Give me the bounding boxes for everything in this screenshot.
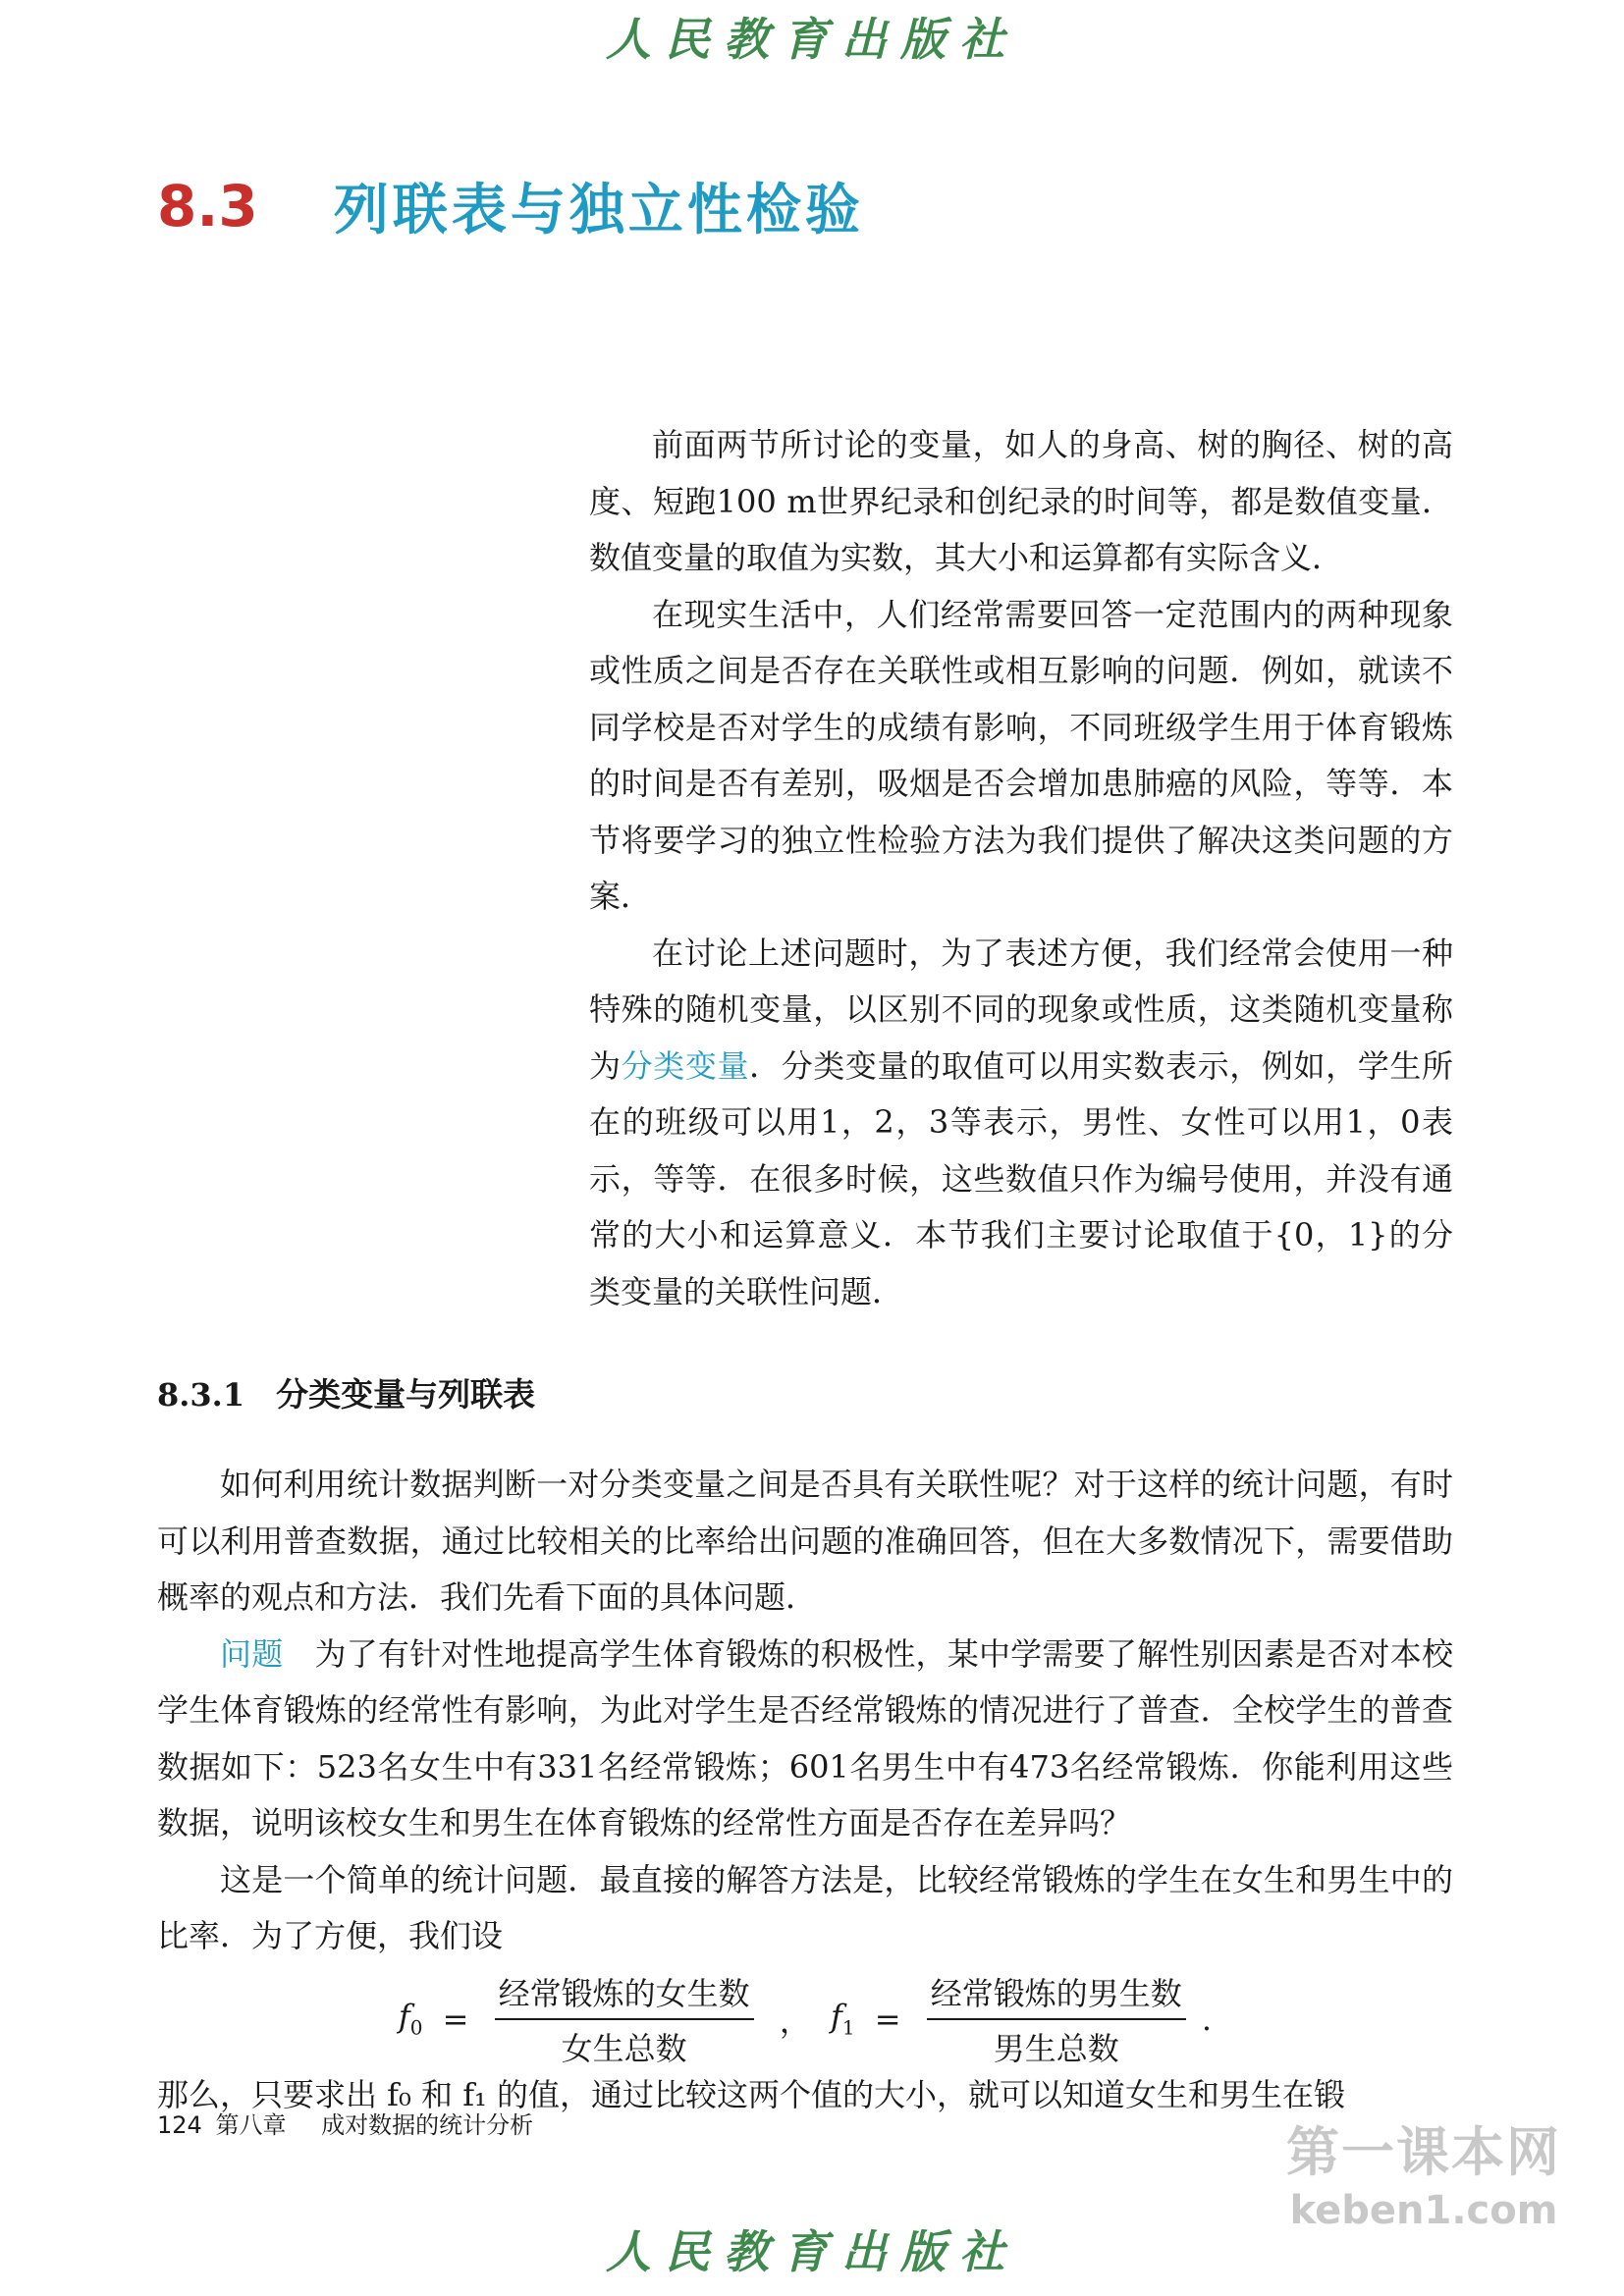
- chapter-label: 第八章: [215, 2111, 287, 2139]
- problem-paragraph: [157, 1627, 1453, 1852]
- subsection-number: 8.3.1: [157, 1376, 245, 1414]
- body-paragraph-1: 如何利用统计数据判断一对分类变量之间是否具有关联性呢？对于这样的统计问题，有时可以利用普查数据，通过比较相关的比率给出问题的准确回答，但在大多数情况下，需要借助概率的观点和方法．我们先看下面的具体问题．: [157, 1466, 1453, 1616]
- equals-sign: =: [874, 2000, 901, 2038]
- publisher-logo-bottom: 人民教育出版社: [606, 2225, 1018, 2278]
- section-heading: [157, 167, 864, 245]
- equals-sign: =: [442, 2000, 469, 2038]
- chapter-title: 成对数据的统计分析: [321, 2111, 534, 2139]
- problem-text: 为了有针对性地提高学生体育锻炼的积极性，某中学需要了解性别因素是否对本校学生体育锻炼的经常性有影响，为此对学生是否经常锻炼的情况进行了普查．全校学生的普查数据如下：523名女生中有331名经常锻炼；601名男生中有473名经常锻炼．你能利用这些数据，说明该校女生和男生在体育锻炼的经常性方面是否存在差异吗？: [157, 1634, 1453, 1842]
- subsection-title: 分类变量与列联表: [276, 1375, 536, 1414]
- page-number: 124: [157, 2111, 202, 2139]
- section-number: 8.3: [157, 173, 258, 240]
- site-watermark: [1276, 2110, 1571, 2233]
- formula-f0: [399, 1969, 760, 2069]
- body-text: [157, 1457, 1453, 2123]
- f1-symbol: $f_1$: [831, 1998, 855, 2040]
- intro-paragraph-3: [589, 926, 1453, 1321]
- fraction-numerator: 经常锻炼的女生数: [495, 1969, 754, 2020]
- body-paragraph-3: 这是一个简单的统计问题．最直接的解答方法是，比较经常锻炼的学生在女生和男生中的比率．为了方便，我们设: [157, 1860, 1453, 1954]
- intro-paragraph-2: 在现实生活中，人们经常需要回答一定范围内的两种现象或性质之间是否存在关联性或相互影响的问题．例如，就读不同学校是否对学生的成绩有影响，不同班级学生用于体育锻炼的时间是否有差别，吸烟是否会增加患肺癌的风险，等等．本节将要学习的独立性检验方法为我们提供了解决这类问题的方案．: [589, 595, 1453, 915]
- watermark-line-1: 第一课本网: [1286, 2121, 1561, 2183]
- intro-paragraph-1: 前面两节所讨论的变量，如人的身高、树的胸径、树的高度、短跑100 m世界纪录和创纪录的时间等，都是数值变量．数值变量的取值为实数，其大小和运算都有实际含义．: [589, 426, 1453, 576]
- body-paragraph-4: 那么，只要求出 f₀ 和 f₁ 的值，通过比较这两个值的大小，就可以知道女生和男生在锻: [157, 2075, 1346, 2113]
- intro-p3-after: ．分类变量的取值可以用实数表示，例如，学生所在的班级可以用1，2，3等表示，男性、女性可以用1，0表示，等等．在很多时候，这些数值只作为编号使用，并没有通常的大小和运算意义．本节我们主要讨论取值于{0，1}的分类变量的关联性问题．: [589, 1046, 1453, 1310]
- fraction-denominator: 女生总数: [561, 2029, 687, 2067]
- watermark-line-2: keben1.com: [1289, 2188, 1558, 2233]
- publisher-logo-top: 人民教育出版社: [606, 13, 1018, 66]
- fraction-f1: [927, 1969, 1186, 2069]
- page-footer: [157, 2106, 533, 2140]
- keyword-categorical-variable: 分类变量: [621, 1046, 750, 1085]
- fraction-denominator: 男生总数: [993, 2029, 1119, 2067]
- f0-symbol: $f_0$: [398, 1998, 423, 2040]
- section-title: 列联表与独立性检验: [333, 179, 864, 242]
- problem-label: 问题: [220, 1634, 284, 1673]
- subsection-heading: [157, 1369, 535, 1415]
- formula-f1: [831, 1969, 1192, 2069]
- fraction-f0: [495, 1969, 754, 2069]
- intro-text: [589, 417, 1453, 1320]
- formula-separator: ，: [779, 2002, 811, 2040]
- formula-period: .: [1201, 2000, 1213, 2038]
- fraction-numerator: 经常锻炼的男生数: [927, 1969, 1186, 2020]
- intro-p3-before: 在讨论上述问题时，为了表述方便，我们经常会使用一种特殊的随机变量，以区别不同的现象或性质，这类随机变量称为: [589, 934, 1453, 1085]
- ratio-formula: [157, 1969, 1453, 2067]
